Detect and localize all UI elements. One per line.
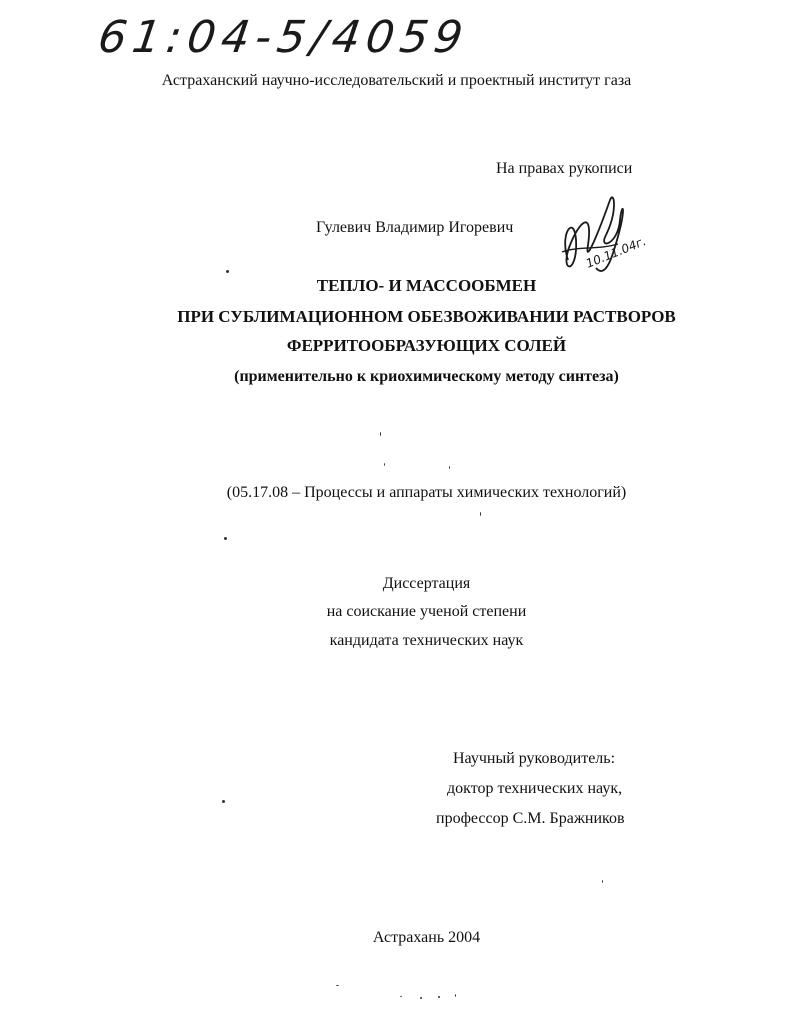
catalog-number-text: 61:04-5/4059 xyxy=(95,12,472,63)
handwritten-catalog-number xyxy=(0,0,520,70)
scan-speck xyxy=(420,997,422,999)
title-line-3: ФЕРРИТООБРАЗУЮЩИХ СОЛЕЙ xyxy=(286,336,567,355)
supervisor-name: профессор С.М. Бражников xyxy=(436,810,625,827)
scan-speck xyxy=(226,270,229,273)
author-name: Гулевич Владимир Игоревич xyxy=(316,219,514,236)
title-subtitle: (применительно к криохимическому методу синтеза) xyxy=(234,368,619,385)
scan-speck xyxy=(336,985,339,986)
scan-speck xyxy=(449,466,450,469)
institute-name: Астраханский научно-исследовательский и проектный институт газа xyxy=(161,72,632,89)
supervisor-degree: доктор технических наук, xyxy=(447,780,623,797)
scan-speck xyxy=(224,537,227,540)
dissertation-purpose: на соискание ученой степени xyxy=(326,603,527,620)
dissertation-type: Диссертация xyxy=(382,575,471,592)
scan-speck xyxy=(400,996,402,997)
title-line-2: ПРИ СУБЛИМАЦИОННОМ ОБЕЗВОЖИВАНИИ РАСТВОРОВ xyxy=(177,307,676,326)
signature-date: 10.11.04г. xyxy=(583,233,649,271)
title-line-1: ТЕПЛО- И МАССООБМЕН xyxy=(316,276,537,295)
dissertation-degree: кандидата технических наук xyxy=(329,632,524,649)
rights-notice: На правах рукописи xyxy=(496,160,633,177)
supervisor-label: Научный руководитель: xyxy=(453,750,616,767)
scan-speck xyxy=(438,996,440,998)
scan-speck xyxy=(455,994,456,997)
scan-speck xyxy=(222,800,225,803)
specialty-code: (05.17.08 – Процессы и аппараты химических технологий) xyxy=(226,484,627,501)
city-year: Астрахань 2004 xyxy=(372,929,481,946)
scan-speck xyxy=(384,463,385,466)
signature xyxy=(548,190,658,285)
scan-speck xyxy=(380,432,381,436)
scan-speck xyxy=(480,512,481,516)
scan-speck xyxy=(602,880,603,883)
